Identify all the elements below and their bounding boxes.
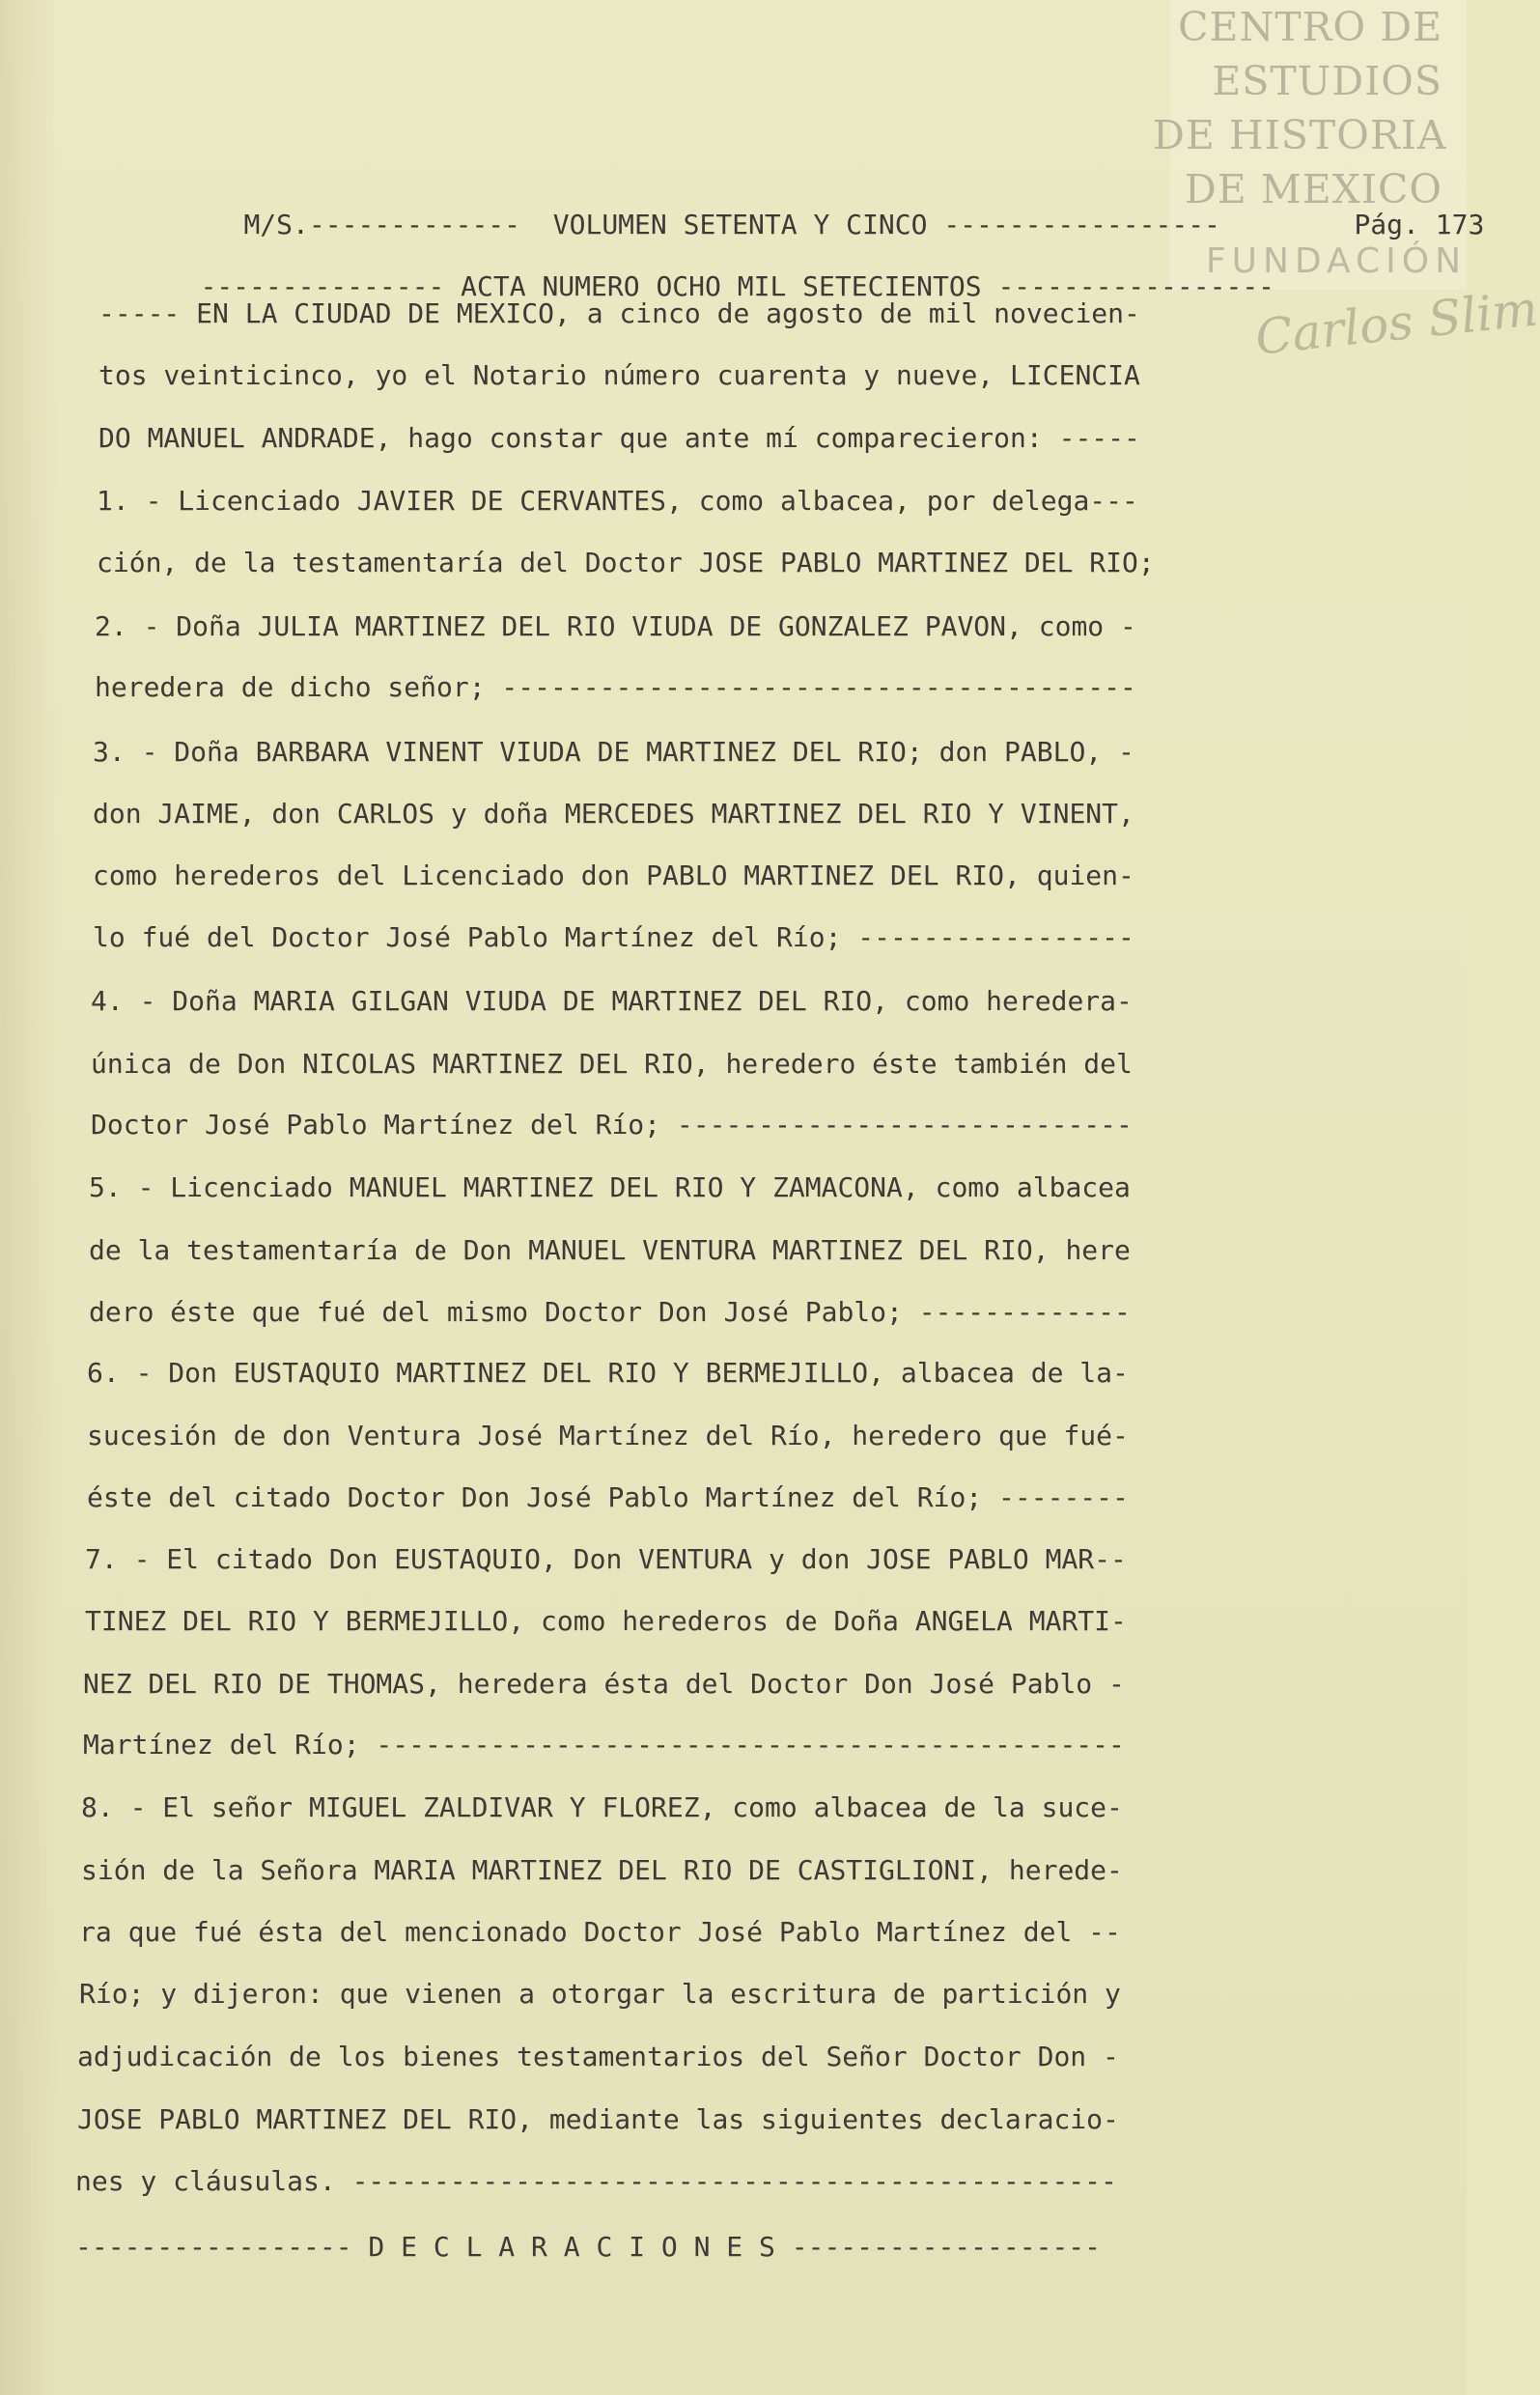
body-line: como herederos del Licenciado don PABLO MARTINEZ DEL RIO, quien- (93, 859, 1134, 891)
page-shadow (0, 0, 58, 2395)
ms-label: M/S. (243, 209, 309, 240)
body-line: 8. - El señor MIGUEL ZALDIVAR Y FLOREZ, como albacea de la suce- (81, 1791, 1123, 1823)
page-number: 173 (1435, 209, 1485, 240)
watermark-line-4: DE MEXICO (1184, 166, 1442, 212)
dash-fill: ----------------- (981, 270, 1275, 302)
page-number-group (1289, 176, 1485, 240)
volume-label: VOLUMEN SETENTA Y CINCO (552, 209, 928, 240)
body-line: sucesión de don Ventura José Martínez del Río, heredero que fué- (87, 1420, 1129, 1451)
body-line: lo fué del Doctor José Pablo Martínez del Río; ----------------- (93, 921, 1134, 953)
body-line: 6. - Don EUSTAQUIO MARTINEZ DEL RIO Y BERMEJILLO, albacea de la- (87, 1357, 1129, 1389)
page-label: Pág. (1354, 209, 1419, 240)
body-line: TINEZ DEL RIO Y BERMEJILLO, como herederos de Doña ANGELA MARTI- (85, 1605, 1127, 1637)
body-line: NEZ DEL RIO DE THOMAS, heredera ésta del Doctor Don José Pablo - (83, 1668, 1125, 1700)
body-line: don JAIME, don CARLOS y doña MERCEDES MARTINEZ DEL RIO Y VINENT, (93, 798, 1134, 830)
body-line: ción, de la testamentaría del Doctor JOSE PABLO MARTINEZ DEL RIO; (97, 547, 1155, 578)
watermark-line-3: DE HISTORIA (1153, 112, 1447, 158)
body-line: sión de la Señora MARIA MARTINEZ DEL RIO DE CASTIGLIONI, herede- (81, 1854, 1123, 1886)
body-line: 5. - Licenciado MANUEL MARTINEZ DEL RIO Y ZAMACONA, como albacea (89, 1171, 1131, 1203)
body-line: dero éste que fué del mismo Doctor Don José Pablo; ------------- (89, 1296, 1131, 1328)
body-line: DO MANUEL ANDRADE, hago constar que ante mí comparecieron: ----- (98, 422, 1140, 454)
body-line: Río; y dijeron: que vienen a otorgar la escritura de partición y (79, 1978, 1121, 2010)
act-title: ACTA NUMERO OCHO MIL SETECIENTOS (461, 270, 982, 302)
body-line: 3. - Doña BARBARA VINENT VIUDA DE MARTINEZ DEL RIO; don PABLO, - (93, 736, 1134, 768)
declaraciones-heading: ----------------- D E C L A R A C I O N E S ------------------- (75, 2231, 1102, 2263)
act-number-line (135, 238, 1275, 302)
body-line: ra que fué ésta del mencionado Doctor José Pablo Martínez del -- (79, 1916, 1121, 1948)
body-line: Doctor José Pablo Martínez del Río; ---------------------------- (91, 1109, 1133, 1141)
body-line: nes y cláusulas. ----------------------------------------------- (75, 2165, 1117, 2197)
watermark-foundation: FUNDACIÓN (1205, 241, 1467, 281)
body-line: de la testamentaría de Don MANUEL VENTURA MARTINEZ DEL RIO, here (89, 1234, 1131, 1266)
body-line: heredera de dicho señor; --------------------------------------- (95, 671, 1136, 703)
body-line: JOSE PABLO MARTINEZ DEL RIO, mediante las siguientes declaracio- (77, 2103, 1119, 2135)
body-line: 2. - Doña JULIA MARTINEZ DEL RIO VIUDA DE GONZALEZ PAVON, como - (95, 610, 1136, 642)
body-line: 4. - Doña MARIA GILGAN VIUDA DE MARTINEZ DEL RIO, como heredera- (91, 985, 1133, 1017)
header-ms (179, 176, 1220, 240)
body-line: 7. - El citado Don EUSTAQUIO, Don VENTURA y don JOSE PABLO MAR-- (85, 1543, 1127, 1575)
body-line: tos veinticinco, yo el Notario número cuarenta y nueve, LICENCIA (98, 359, 1140, 391)
body-line: única de Don NICOLAS MARTINEZ DEL RIO, heredero éste también del (91, 1048, 1133, 1080)
body-line: adjudicación de los bienes testamentarios del Señor Doctor Don - (77, 2041, 1119, 2072)
dash-fill: ----------------- (927, 209, 1220, 240)
body-line: 1. - Licenciado JAVIER DE CERVANTES, como albacea, por delega--- (97, 485, 1138, 517)
watermark-line-1: CENTRO DE (1178, 4, 1442, 50)
body-line: Martínez del Río; ---------------------------------------------- (83, 1729, 1125, 1761)
dash-fill: --------------- (200, 270, 462, 302)
watermark-line-2: ESTUDIOS (1212, 58, 1442, 104)
body-line: ----- EN LA CIUDAD DE MEXICO, a cinco de agosto de mil novecien- (98, 297, 1140, 329)
body-line: éste del citado Doctor Don José Pablo Martínez del Río; -------- (87, 1481, 1129, 1513)
watermark-signature: Carlos Slim (1252, 280, 1540, 366)
dash-fill: ------------- (308, 209, 553, 240)
